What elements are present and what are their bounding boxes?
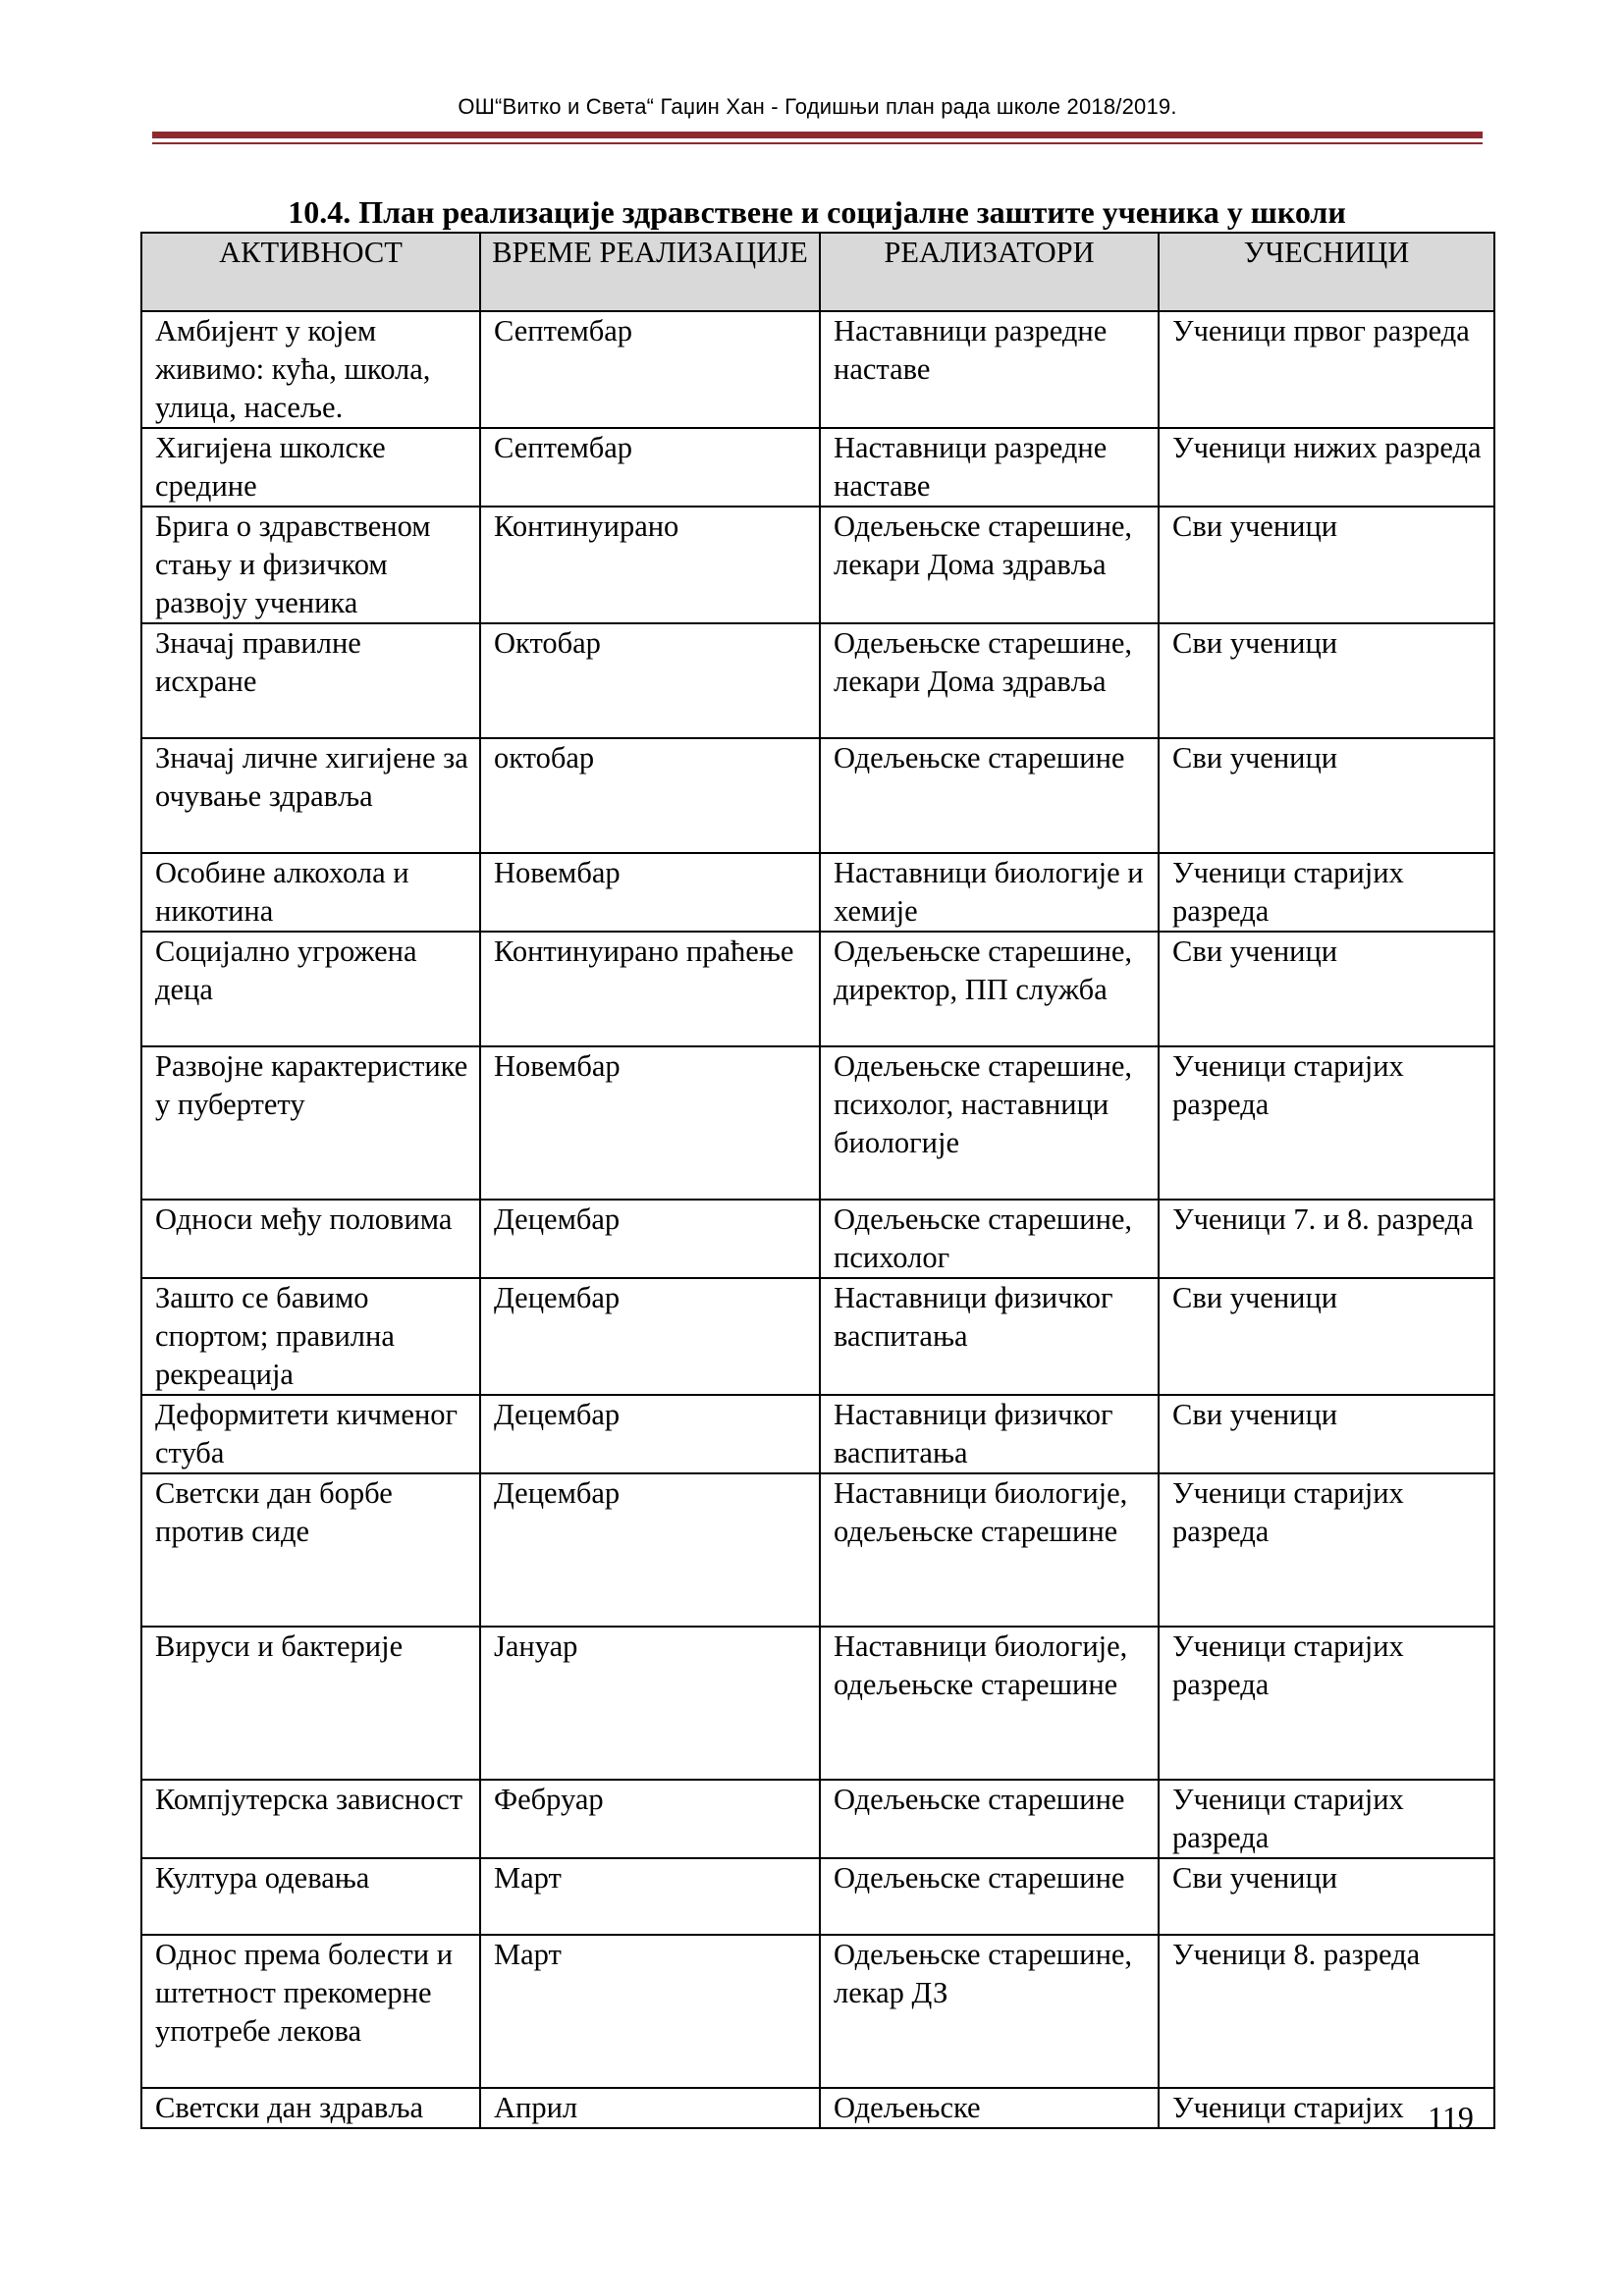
table-row	[141, 1780, 1494, 1858]
table-row	[141, 1858, 1494, 1935]
cell-participants: Ученици старијих разреда	[1159, 1473, 1494, 1627]
table-row	[141, 311, 1494, 428]
cell-activity: Хигијена школске средине	[141, 428, 480, 507]
cell-time: Април	[480, 2088, 820, 2128]
cell-participants: Сви ученици	[1159, 932, 1494, 1046]
table-row	[141, 1627, 1494, 1780]
cell-time: Септембар	[480, 428, 820, 507]
cell-activity: Значај правилне исхране	[141, 623, 480, 738]
cell-time: Континуирано праћење	[480, 932, 820, 1046]
cell-time: Децембар	[480, 1395, 820, 1473]
table-row	[141, 738, 1494, 853]
cell-time: Март	[480, 1935, 820, 2088]
cell-participants: Ученици старијих разреда	[1159, 1046, 1494, 1200]
cell-time: Март	[480, 1858, 820, 1935]
cell-activity: Значај личне хигијене за очување здравља	[141, 738, 480, 853]
table-row	[141, 1200, 1494, 1278]
cell-implementers: Наставници биологије и хемије	[820, 853, 1159, 932]
cell-implementers: Одељењске старешине, лекари Дома здравља	[820, 623, 1159, 738]
cell-implementers: Одељењске старешине, директор, ПП служба	[820, 932, 1159, 1046]
cell-activity: Брига о здравственом стању и физичком развоју ученика	[141, 507, 480, 623]
cell-time: Континуирано	[480, 507, 820, 623]
table-row	[141, 623, 1494, 738]
cell-participants: Сви ученици	[1159, 1858, 1494, 1935]
cell-time: Новембар	[480, 1046, 820, 1200]
cell-participants: Ученици старијих разреда	[1159, 1780, 1494, 1858]
cell-activity: Компјутерска зависност	[141, 1780, 480, 1858]
cell-time: Децембар	[480, 1473, 820, 1627]
cell-activity: Амбијент у којем живимо: кућа, школа, улица, насеље.	[141, 311, 480, 428]
cell-participants: Ученици 8. разреда	[1159, 1935, 1494, 2088]
running-header: ОШ“Витко и Света“ Гаџин Хан - Годишњи план рада школе 2018/2019.	[458, 94, 1177, 119]
cell-participants: Ученици првог разреда	[1159, 311, 1494, 428]
cell-implementers: Одељењске старешине, психолог	[820, 1200, 1159, 1278]
cell-time: октобар	[480, 738, 820, 853]
header-rule-thin	[152, 142, 1483, 144]
table-row	[141, 1395, 1494, 1473]
column-header-participants: УЧЕСНИЦИ	[1159, 233, 1494, 311]
cell-participants: Ученици старијих	[1159, 2088, 1494, 2128]
cell-activity: Социјално угрожена деца	[141, 932, 480, 1046]
column-header-implementers: РЕАЛИЗАТОРИ	[820, 233, 1159, 311]
cell-activity: Развојне карактеристике у пубертету	[141, 1046, 480, 1200]
cell-implementers: Одељењске	[820, 2088, 1159, 2128]
table-row	[141, 1046, 1494, 1200]
cell-participants: Сви ученици	[1159, 507, 1494, 623]
cell-participants: Сви ученици	[1159, 623, 1494, 738]
page-number: 119	[1428, 2100, 1474, 2135]
cell-activity: Светски дан борбе против сиде	[141, 1473, 480, 1627]
health-plan-table	[140, 232, 1495, 2129]
cell-activity: Вируси и бактерије	[141, 1627, 480, 1780]
cell-time: Новембар	[480, 853, 820, 932]
cell-implementers: Одељењске старешине, психолог, наставници биологије	[820, 1046, 1159, 1200]
cell-time: Фебруар	[480, 1780, 820, 1858]
cell-activity: Зашто се бавимо спортом; правилна рекреација	[141, 1278, 480, 1395]
cell-implementers: Наставници разредне наставе	[820, 311, 1159, 428]
cell-participants: Ученици старијих разреда	[1159, 1627, 1494, 1780]
cell-activity: Односи међу половима	[141, 1200, 480, 1278]
column-header-time: ВРЕМЕ РЕАЛИЗАЦИЈЕ	[480, 233, 820, 311]
cell-time: Децембар	[480, 1200, 820, 1278]
cell-implementers: Наставници разредне наставе	[820, 428, 1159, 507]
cell-implementers: Одељењске старешине	[820, 1858, 1159, 1935]
cell-time: Октобар	[480, 623, 820, 738]
cell-implementers: Одељењске старешине	[820, 1780, 1159, 1858]
cell-activity: Деформитети кичменог стуба	[141, 1395, 480, 1473]
cell-time: Септембар	[480, 311, 820, 428]
cell-activity: Светски дан здравља	[141, 2088, 480, 2128]
header-rule	[152, 132, 1483, 138]
table-row	[141, 1935, 1494, 2088]
table-row	[141, 1278, 1494, 1395]
cell-implementers: Одељењске старешине, лекари Дома здравља	[820, 507, 1159, 623]
table-row	[141, 1473, 1494, 1627]
cell-participants: Ученици 7. и 8. разреда	[1159, 1200, 1494, 1278]
cell-activity: Особине алкохола и никотина	[141, 853, 480, 932]
table-body	[141, 311, 1494, 2128]
cell-implementers: Наставници биологије, одељењске старешине	[820, 1627, 1159, 1780]
section-title: 10.4. План реализације здравствене и социјалне заштите ученика у школи	[288, 194, 1346, 230]
table-row	[141, 853, 1494, 932]
table-row	[141, 2088, 1494, 2128]
cell-implementers: Наставници физичког васпитања	[820, 1278, 1159, 1395]
table-header-row	[141, 233, 1494, 311]
cell-participants: Ученици старијих разреда	[1159, 853, 1494, 932]
cell-activity: Култура одевања	[141, 1858, 480, 1935]
column-header-activity: АКТИВНОСТ	[141, 233, 480, 311]
cell-time: Децембар	[480, 1278, 820, 1395]
cell-implementers: Одељењске старешине	[820, 738, 1159, 853]
cell-participants: Сви ученици	[1159, 1278, 1494, 1395]
cell-participants: Сви ученици	[1159, 738, 1494, 853]
table-row	[141, 507, 1494, 623]
cell-time: Јануар	[480, 1627, 820, 1780]
cell-implementers: Наставници биологије, одељењске старешине	[820, 1473, 1159, 1627]
cell-participants: Ученици нижих разреда	[1159, 428, 1494, 507]
cell-implementers: Наставници физичког васпитања	[820, 1395, 1159, 1473]
table-row	[141, 932, 1494, 1046]
cell-participants: Сви ученици	[1159, 1395, 1494, 1473]
table-row	[141, 428, 1494, 507]
cell-activity: Однос према болести и штетност прекомерне употребе лекова	[141, 1935, 480, 2088]
cell-implementers: Одељењске старешине, лекар ДЗ	[820, 1935, 1159, 2088]
